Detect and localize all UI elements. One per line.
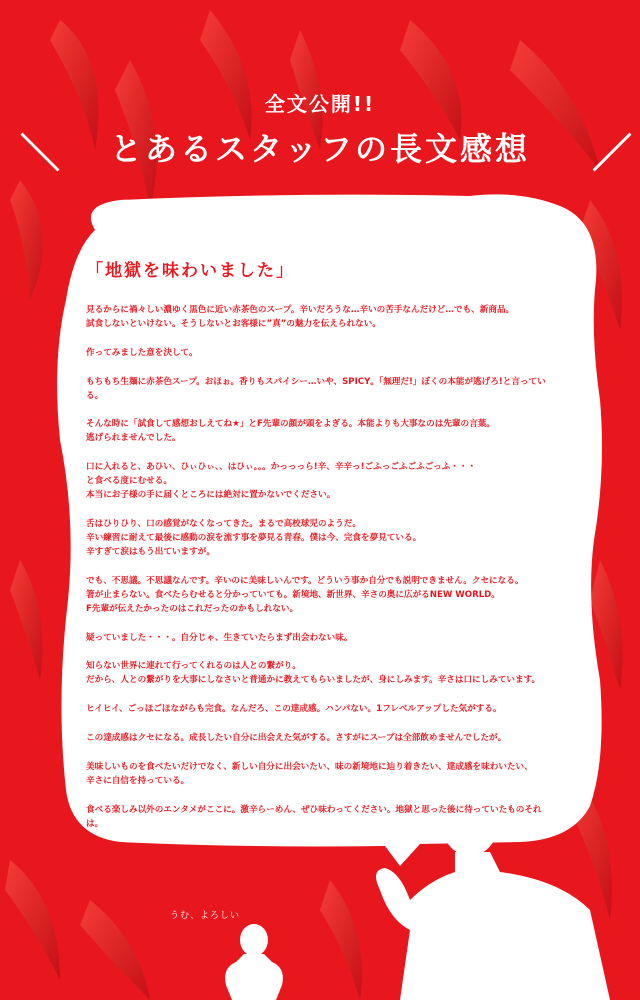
slash-left: ＼ — [20, 131, 60, 177]
paragraph: もちもち生麺に赤茶色スープ。おほぉ。香りもスパイシー…いや、SPICY。「無理だ!」ぼくの本能が逃げろ!と言っている。 — [86, 376, 546, 401]
paragraph: この達成感はクセになる。成長したい自分に出会えた気がする。さすがにスープは全部飲めませんでしたが。 — [86, 732, 507, 743]
paragraph: そんな時に「試食して感想おしえてね★」とF先輩の顔が頭をよぎる。本能よりも大事なのは先輩の言葉。 逃げられませんでした。 — [86, 419, 495, 444]
paragraph: でも、不思議。不思議なんです。辛いのに美味しいんです。どういう事か自分でも説明できません。クセになる。 箸が止まらない。食べたらむせると分かっていても。新境地、新世界、辛さの奥に広がるNEW WORLD。 F先輩が伝えたかったのはこれだったのかもしれない。 — [86, 575, 524, 614]
page-title: とあるスタッフの長文感想 — [109, 130, 530, 168]
subtitle: 全文公開!! — [264, 92, 376, 116]
caption: うむ、よろしい — [170, 911, 241, 921]
paragraph: 美味しいものを食べたいだけでなく、新しい自分に出会いたい、味の新境地に辿り着きたい、達成感を味わいたい、 辛さに自信を持っている。 — [86, 761, 533, 786]
bubble-content — [86, 256, 556, 870]
paragraph: 疑っていました・・・。自分じゃ、生きていたらまず出会わない味。 — [86, 632, 353, 643]
slash-right: ／ — [592, 131, 632, 177]
paragraph: 口に入れると、あひい、ひぃひぃ、、はひぃ。。。かっっっら!辛、辛辛っ!ごふっごふごふごっふ・・・ と食べる度にむせる。 本当にお子様の手に届くところには絶対に置かないでください。 — [86, 462, 477, 501]
paragraph: 作ってみました意を決して。 — [86, 347, 198, 358]
paragraph: 舌はひりひり、口の感覚がなくなってきた。まるで高校球児のようだ。 辛い練習に耐えて最後に感動の涙を流す事を夢見る青春。僕は今、完食を夢見ている。 辛すぎて涙はもう出ていますが。 — [86, 518, 422, 557]
paragraph: 知らない世界に連れて行ってくれるのは人との繋がり。 だから、人との繋がりを大事にしなさいと普通かに教えてもらいましたが、身にしみます。辛さは口にしみています。 — [86, 661, 541, 686]
woman-silhouette — [225, 924, 283, 1000]
paragraph: 見るからに禍々しい濃ゆく黒色に近い赤茶色のスープ。辛いだろうな…辛いの苦手なんだけど…でも、新商品。 試食しないといけない。そうしないとお客様に”真”の魅力を伝えられない。 — [86, 305, 515, 329]
bubble-closing: 「至極を味わいました」 — [86, 850, 295, 871]
paragraph: 食べる楽しみ以外のエンタメがここに。激辛らーめん、ぜひ味わってください。地獄と思った後に待っていたものそれは。 — [86, 804, 542, 829]
paragraph: ヒイヒイ、ごっほごほながらも完食。なんだろ、この達成感。ハンパない。1フレベルアップした気がする。 — [86, 704, 502, 715]
bubble-heading: 「地獄を味わいました」 — [86, 261, 295, 281]
